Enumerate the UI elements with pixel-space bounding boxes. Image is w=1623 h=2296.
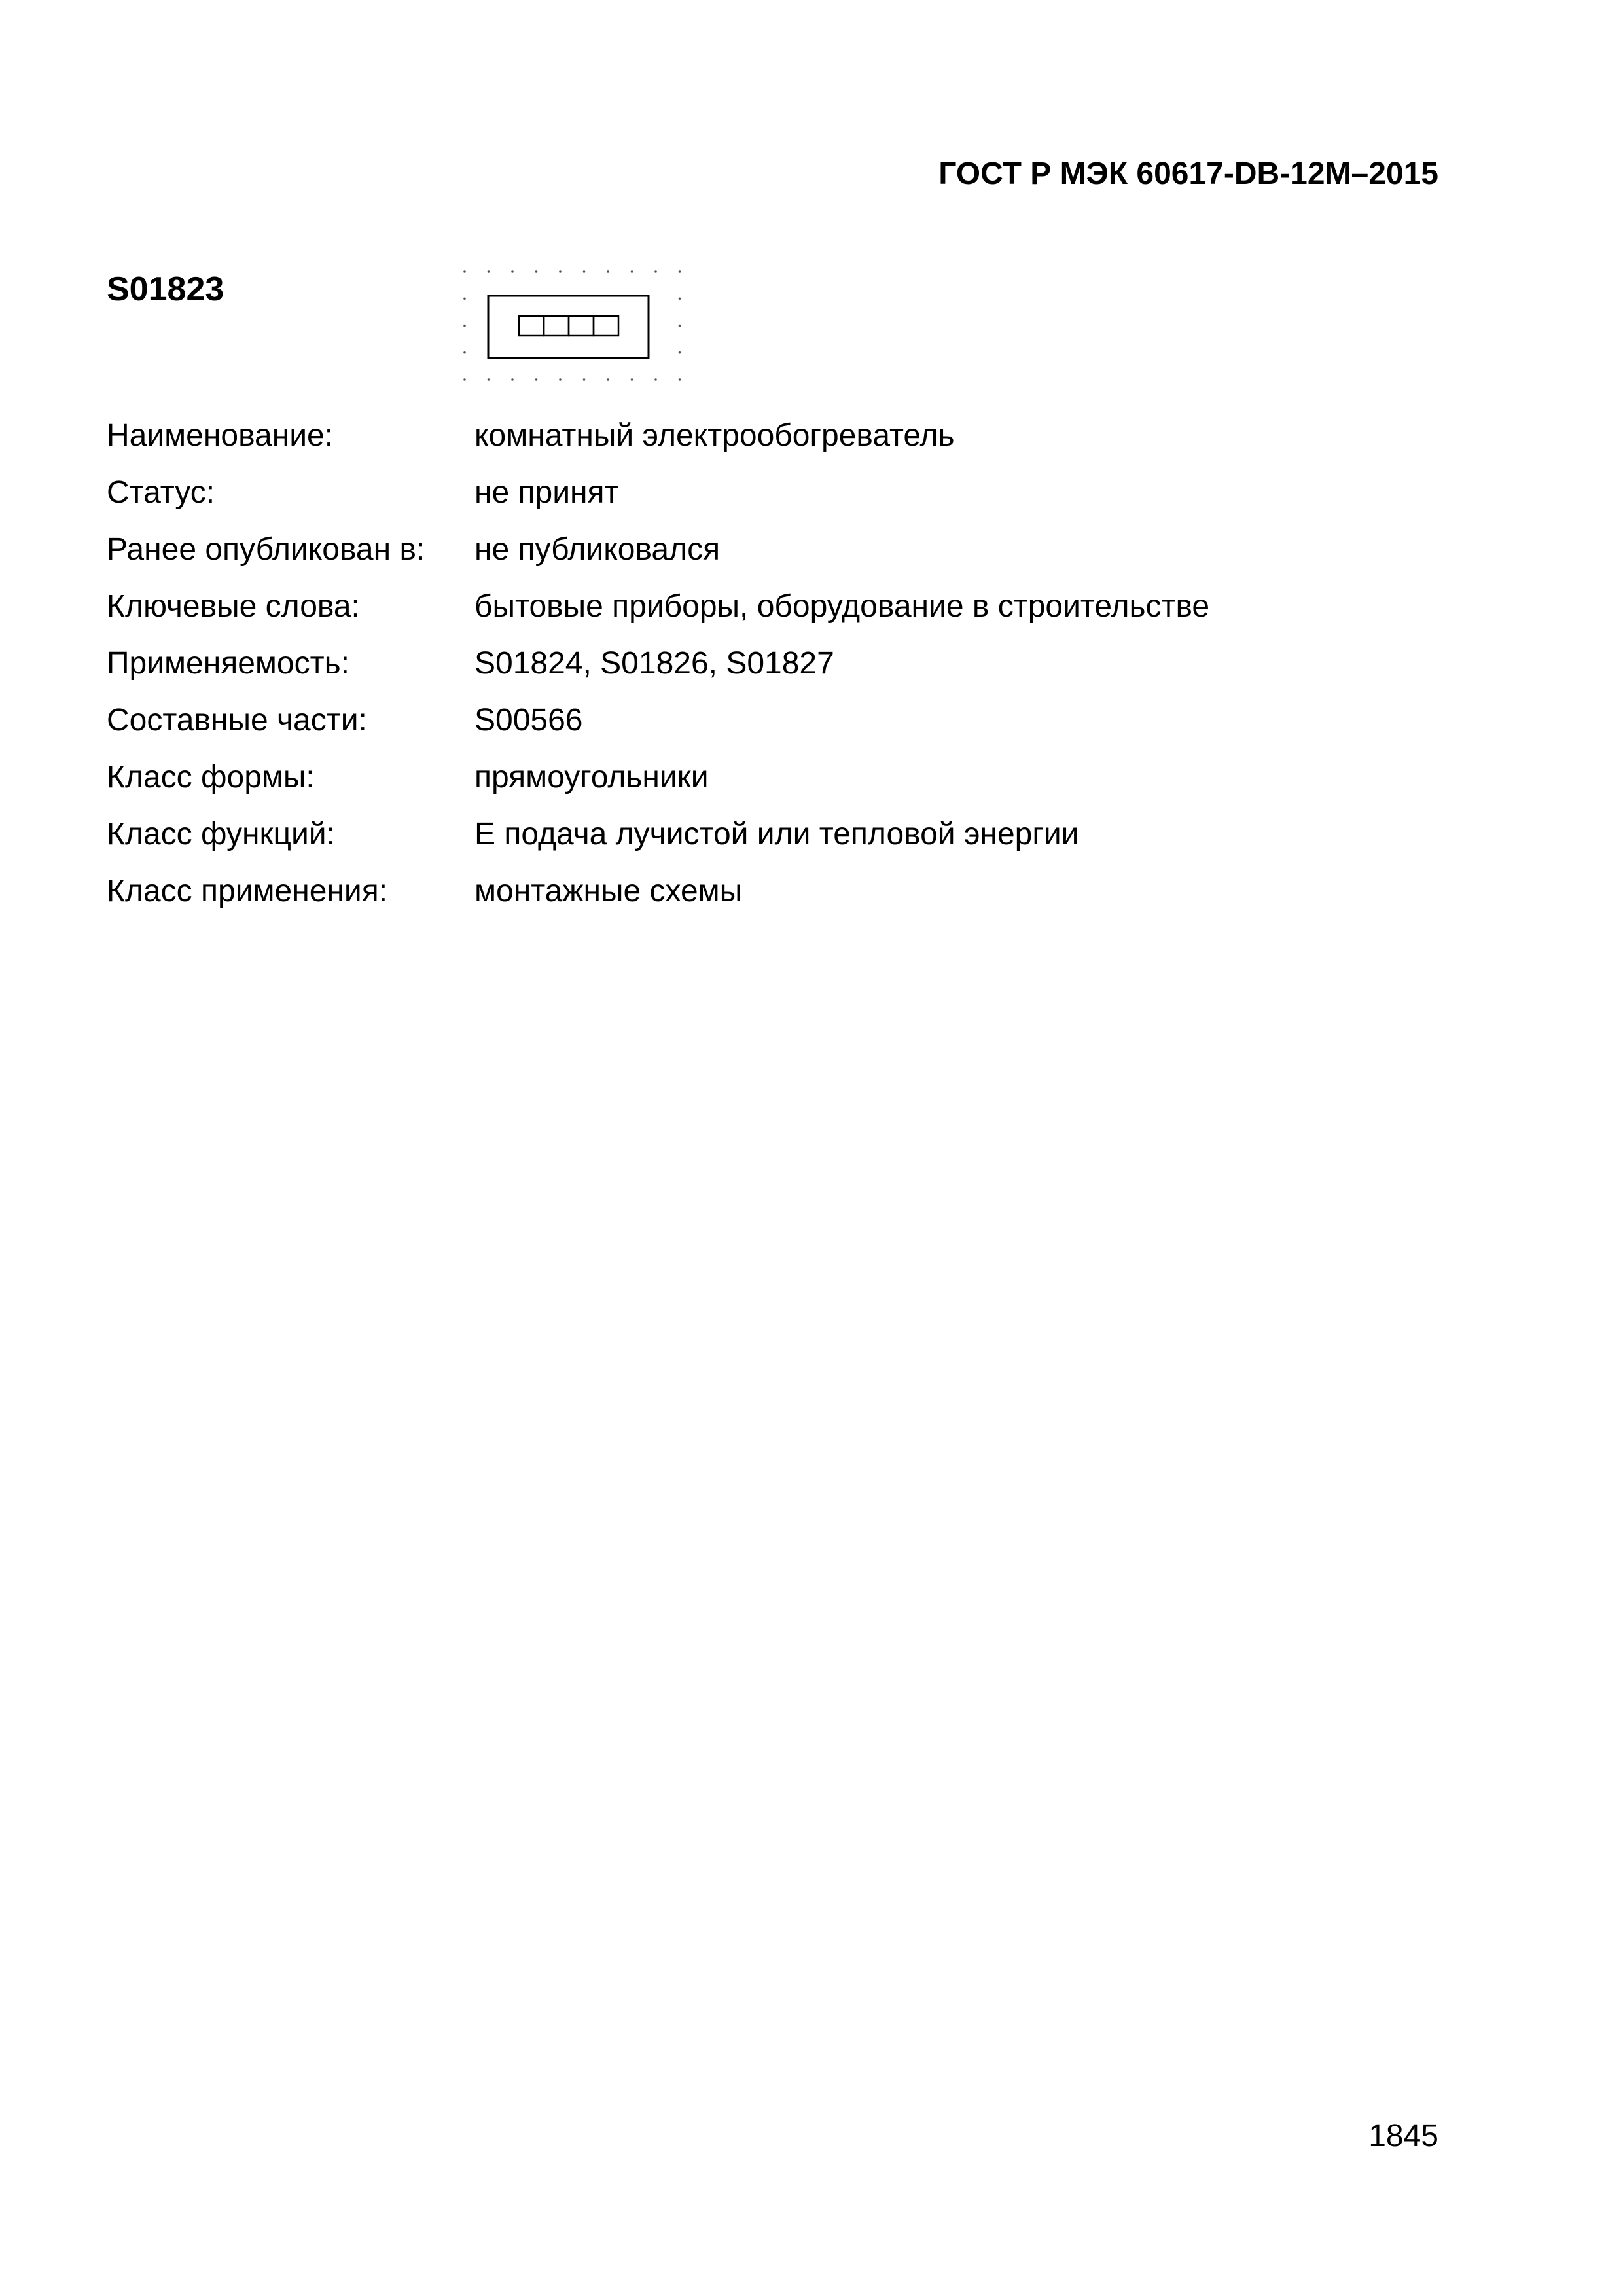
property-label: Ранее опубликован в: — [107, 532, 425, 567]
grid-dot — [535, 270, 538, 273]
heating-cell — [519, 316, 544, 336]
property-label: Класс функций: — [107, 817, 335, 852]
page-number: 1845 — [1368, 2119, 1438, 2153]
property-row-keywords — [107, 578, 1209, 635]
grid-dot — [463, 270, 466, 273]
property-label: Класс формы: — [107, 760, 315, 795]
symbol-code: S01823 — [107, 270, 224, 308]
grid-dot — [631, 270, 633, 273]
property-row-shape-class — [107, 749, 1209, 806]
property-label: Составные части: — [107, 703, 367, 738]
grid-dot — [488, 378, 490, 381]
property-label: Наименование: — [107, 418, 334, 453]
property-value: S00566 — [474, 703, 583, 738]
grid-dot — [559, 378, 562, 381]
grid-dot — [679, 297, 681, 300]
properties-list — [107, 407, 1209, 920]
property-value: прямоугольники — [474, 760, 709, 795]
standard-header: ГОСТ Р МЭК 60617-DB-12M–2015 — [938, 156, 1438, 191]
property-label: Статус: — [107, 475, 215, 510]
property-label: Применяемость: — [107, 646, 349, 681]
property-row-name — [107, 407, 1209, 464]
grid-dot — [488, 270, 490, 273]
heating-element-cells — [519, 316, 618, 336]
grid-dot — [654, 378, 657, 381]
property-label: Класс применения: — [107, 874, 388, 908]
grid-dot — [535, 378, 538, 381]
property-value: бытовые приборы, оборудование в строительстве — [474, 589, 1210, 624]
heating-cell — [569, 316, 594, 336]
grid-dot — [607, 378, 609, 381]
grid-dot — [679, 351, 681, 354]
property-value: монтажные схемы — [474, 874, 743, 908]
grid-dot — [463, 297, 466, 300]
grid-dot — [463, 378, 466, 381]
property-label: Ключевые слова: — [107, 589, 360, 624]
property-row-components — [107, 692, 1209, 749]
grid-dot — [679, 378, 681, 381]
grid-dot — [607, 270, 609, 273]
property-value: E подача лучистой или тепловой энергии — [474, 817, 1079, 852]
property-value: не принят — [474, 475, 619, 510]
grid-dot — [679, 270, 681, 273]
grid-dot — [679, 325, 681, 327]
property-value: комнатный электрообогреватель — [474, 418, 955, 453]
grid-dot — [511, 270, 514, 273]
property-row-published — [107, 521, 1209, 578]
symbol-figure — [458, 265, 681, 386]
heating-cell — [544, 316, 569, 336]
property-row-function-class — [107, 806, 1209, 863]
grid-dot — [583, 378, 586, 381]
grid-dot — [559, 270, 562, 273]
property-row-application-class — [107, 863, 1209, 920]
grid-dot — [654, 270, 657, 273]
grid-dot — [583, 270, 586, 273]
property-row-applicability — [107, 635, 1209, 692]
grid-dot — [511, 378, 514, 381]
property-row-status — [107, 464, 1209, 521]
grid-dot — [631, 378, 633, 381]
heating-cell — [594, 316, 618, 336]
grid-dot — [463, 325, 466, 327]
property-value: S01824, S01826, S01827 — [474, 646, 834, 681]
property-value: не публиковался — [474, 532, 721, 567]
grid-dot — [463, 351, 466, 354]
